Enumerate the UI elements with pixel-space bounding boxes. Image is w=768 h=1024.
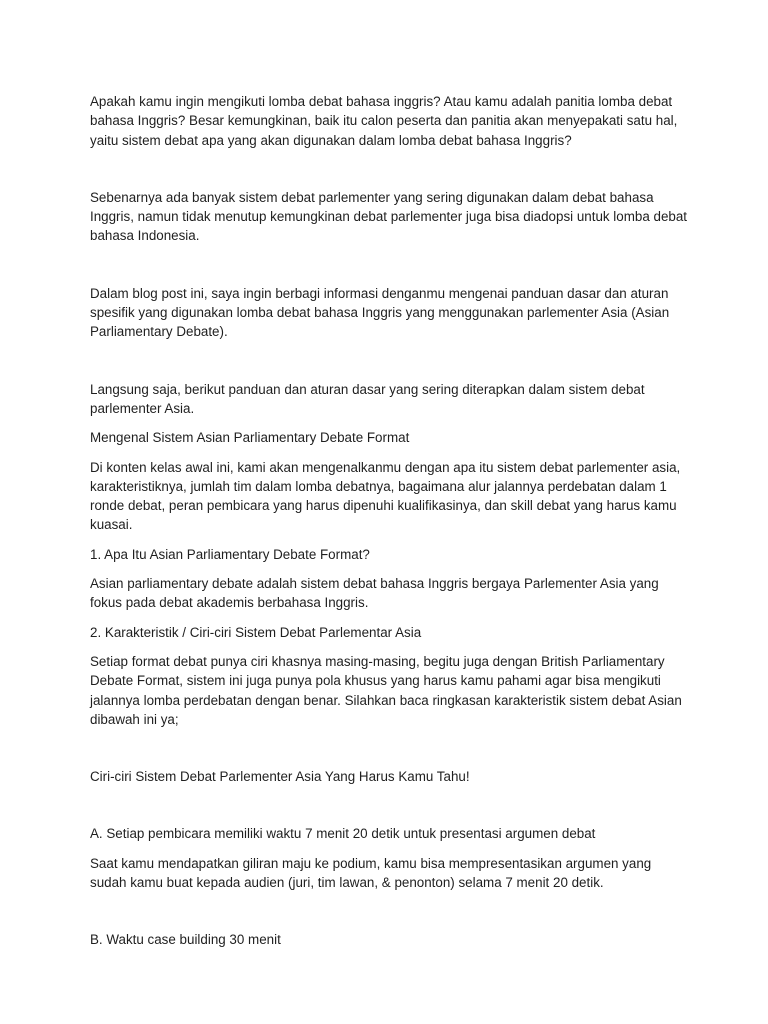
question-heading-1: 1. Apa Itu Asian Parliamentary Debate Format?	[90, 546, 370, 562]
point-a-heading: A. Setiap pembicara memiliki waktu 7 menit 20 detik untuk presentasi argumen debat	[90, 826, 596, 842]
blog-purpose-paragraph: Dalam blog post ini, saya ingin berbagi informasi denganmu mengenai panduan dasar dan aturan spesifik yang digunakan lomba debat bahasa Inggris yang menggunakan parlementer Asia (Asian Parliamentary Debate).	[90, 285, 670, 340]
class-content-paragraph: Di konten kelas awal ini, kami akan mengenalkanmu dengan apa itu sistem debat parlementer asia, karakteristiknya, jumlah tim dalam lomba debatnya, bagaimana alur jalannya perdebatan dalam 1 ronde debat, peran pembicara yang harus dipenuhi kualifikasinya, dan skill debat yang harus kamu kuasai.	[90, 459, 681, 533]
definition-paragraph: Asian parliamentary debate adalah sistem debat bahasa Inggris bergaya Parlementer Asia yang fokus pada debat akademis berbahasa Inggris.	[90, 576, 659, 611]
guide-intro-paragraph: Langsung saja, berikut panduan dan aturan dasar yang sering diterapkan dalam sistem debat parlementer Asia.	[90, 381, 645, 416]
characteristics-list-heading: Ciri-ciri Sistem Debat Parlementer Asia Yang Harus Kamu Tahu!	[90, 769, 470, 785]
characteristics-paragraph: Setiap format debat punya ciri khasnya masing-masing, begitu juga dengan British Parliamentary Debate Format, sistem ini juga punya pola khusus yang harus kamu pahami agar bisa mengikuti jalannya lomba perdebatan dengan benar. Silahkan baca ringkasan karakteristik sistem debat Asian dibawah ini ya;	[90, 653, 682, 727]
point-b-heading: B. Waktu case building 30 menit	[90, 932, 281, 948]
document-page	[90, 92, 690, 950]
point-a-paragraph: Saat kamu mendapatkan giliran maju ke podium, kamu bisa mempresentasikan argumen yang sudah kamu buat kepada audien (juri, tim lawan, & penonton) selama 7 menit 20 detik.	[90, 855, 652, 891]
characteristics-heading-2: 2. Karakteristik / Ciri-ciri Sistem Debat Parlementar Asia	[90, 624, 422, 640]
parliamentary-systems-paragraph: Sebenarnya ada banyak sistem debat parlementer yang sering digunakan dalam debat bahasa Inggris, namun tidak menutup kemungkinan debat parlementer juga bisa diadopsi untuk lomba debat bahasa Indonesia.	[90, 189, 688, 244]
section-heading-format: Mengenal Sistem Asian Parliamentary Debate Format	[90, 430, 410, 446]
intro-paragraph: Apakah kamu ingin mengikuti lomba debat bahasa inggris? Atau kamu adalah panitia lomba debat bahasa Inggris? Besar kemungkinan, baik itu calon peserta dan panitia akan menyepakati satu hal, yaitu sistem debat apa yang akan digunakan dalam lomba debat bahasa Inggris?	[90, 94, 678, 148]
